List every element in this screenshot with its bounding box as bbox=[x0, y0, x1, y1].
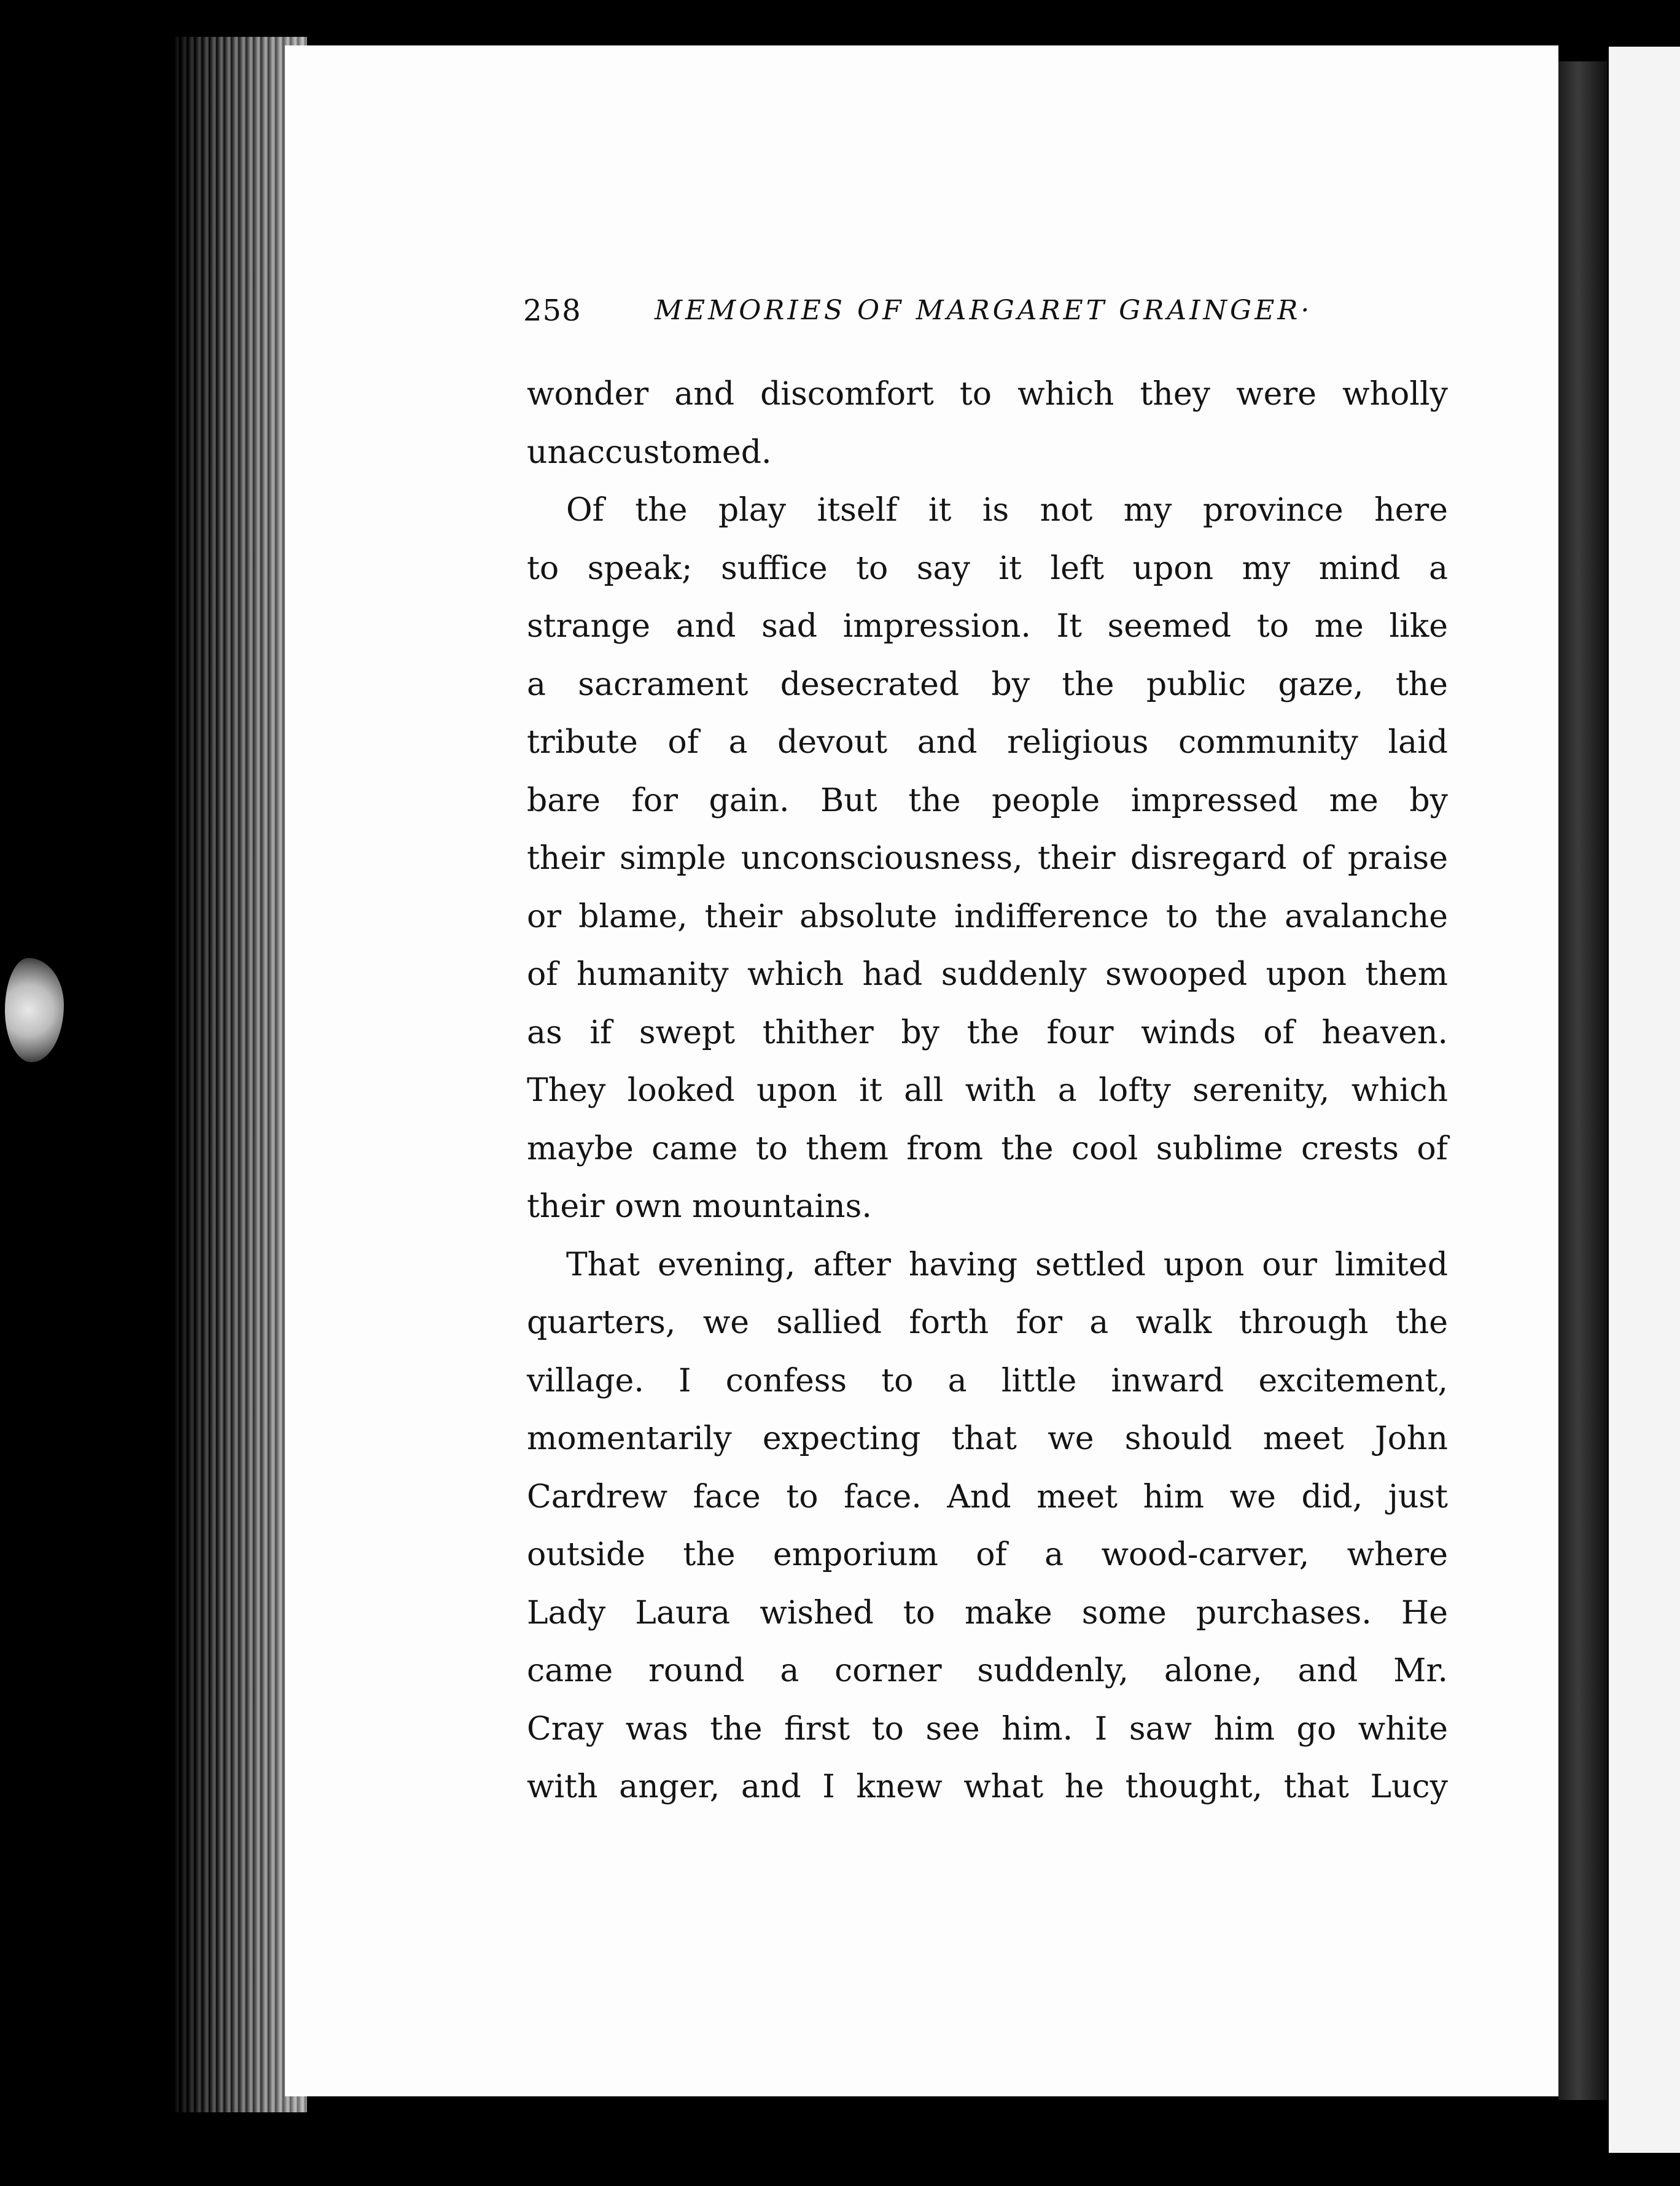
page-header bbox=[523, 294, 1321, 336]
text-line: wonder and discomfort to which they were wholly bbox=[527, 376, 1448, 413]
text-line: bare for gain. But the people impressed me by bbox=[527, 782, 1448, 819]
text-line: tribute of a devout and religious community laid bbox=[527, 724, 1448, 761]
book-gutter bbox=[1558, 61, 1608, 2100]
text-line: Cray was the first to see him. I saw him go white bbox=[527, 1710, 1448, 1748]
text-line: a sacrament desecrated by the public gaze, the bbox=[527, 666, 1448, 703]
text-line: Cardrew face to face. And meet him we did, just bbox=[527, 1478, 1448, 1515]
scan-artifact bbox=[5, 958, 64, 1062]
text-line: came round a corner suddenly, alone, and Mr. bbox=[527, 1652, 1448, 1689]
facing-page-edge bbox=[1609, 47, 1680, 2153]
text-line: maybe came to them from the cool sublime crests of bbox=[527, 1130, 1448, 1167]
text-line: as if swept thither by the four winds of heaven. bbox=[527, 1014, 1448, 1051]
text-line: Lady Laura wished to make some purchases. He bbox=[527, 1594, 1448, 1632]
running-title: MEMORIES OF MARGARET GRAINGER· bbox=[655, 295, 1313, 326]
text-line: unaccustomed. bbox=[527, 434, 772, 471]
text-line: village. I confess to a little inward excitement, bbox=[527, 1362, 1448, 1399]
text-line: That evening, after having settled upon our limited bbox=[566, 1246, 1448, 1283]
page-number: 258 bbox=[523, 294, 581, 328]
text-line: or blame, their absolute indifference to the avalanche bbox=[527, 898, 1448, 935]
text-line: outside the emporium of a wood-carver, where bbox=[527, 1536, 1448, 1573]
text-line: with anger, and I knew what he thought, that Lucy bbox=[527, 1768, 1448, 1805]
text-line: momentarily expecting that we should meet John bbox=[527, 1420, 1448, 1457]
text-line: They looked upon it all with a lofty serenity, which bbox=[527, 1072, 1448, 1109]
text-line: strange and sad impression. It seemed to me like bbox=[527, 608, 1448, 645]
text-line: their simple unconsciousness, their disregard of praise bbox=[527, 840, 1448, 877]
text-line: their own mountains. bbox=[527, 1188, 872, 1225]
text-line: quarters, we sallied forth for a walk through the bbox=[527, 1304, 1448, 1341]
text-line: Of the play itself it is not my province here bbox=[566, 492, 1448, 529]
body-text bbox=[527, 365, 1448, 1816]
text-line: to speak; suffice to say it left upon my mind a bbox=[527, 550, 1448, 587]
text-line: of humanity which had suddenly swooped upon them bbox=[527, 956, 1448, 993]
